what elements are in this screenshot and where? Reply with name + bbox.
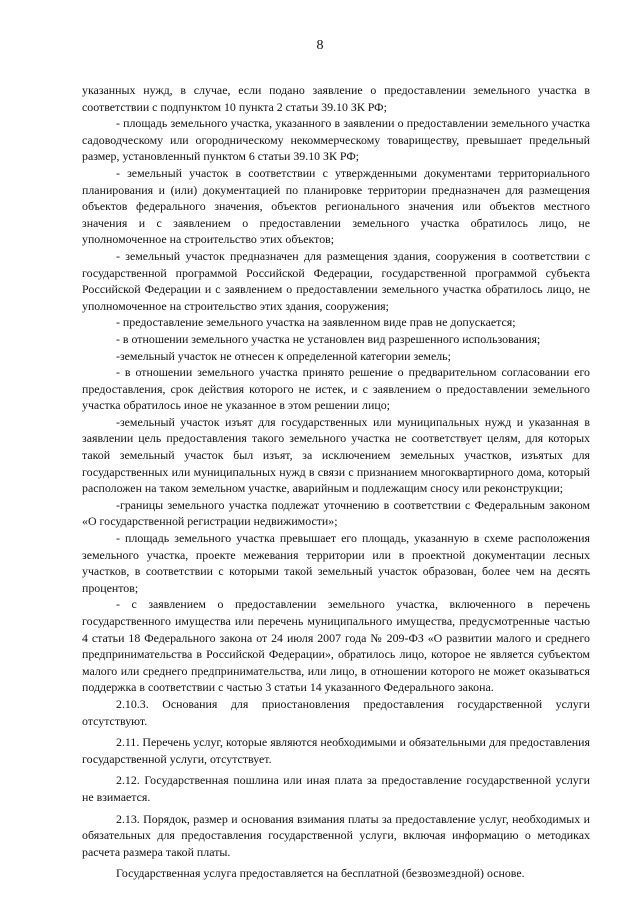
section-2-13: 2.13. Порядок, размер и основания взимания платы за предоставление услуг, необходимых и обязательных для предоставления государственной услуги, включая информацию о методиках расчета размера такой платы. (82, 811, 590, 859)
paragraph-3: - земельный участок в соответствии с утвержденными документами территориального планирования и (или) документацией по планировке территории предназначен для размещения объектов федерального значения, объектов регионального значения или объектов местного значения и с заявлением о предоставлении земельного участка обратилось лицо, не уполномоченное на строительство этих объектов; (82, 165, 590, 247)
paragraph-7: -земельный участок не отнесен к определенной категории земель; (116, 348, 451, 363)
paragraph-1: указанных нужд, в случае, если подано заявление о предоставлении земельного участка в соответствии с подпунктом 10 пункта 2 статьи 39.10 ЗК РФ; (82, 83, 590, 114)
paragraph-11: - площадь земельного участка превышает его площадь, указанную в схеме расположения земельного участка, проекте межевания территории или в проектной документации лесных участков, в соответствии с которыми такой земельный участок образован, более чем на десять процентов; (82, 531, 590, 595)
paragraph-6: - в отношении земельного участка не установлен вид разрешенного использования; (116, 331, 541, 346)
document-body (82, 82, 590, 882)
paragraph-8: - в отношении земельного участка принято решение о предварительном согласовании его предоставления, срок действия которого не истек, и с заявлением о предоставлении земельного участка обратилось иное не указанное в этом решении лицо; (82, 365, 590, 413)
section-2-12: 2.12. Государственная пошлина или иная плата за предоставление государственной услуги не взимается. (82, 773, 590, 804)
free-service-paragraph: Государственная услуга предоставляется на бесплатной (безвозмездной) основе. (116, 866, 525, 881)
section-2-10-3: 2.10.3. Основания для приостановления предоставления государственной услуги отсутствуют. (82, 696, 590, 728)
paragraph-10: -границы земельного участка подлежат уточнению в соответствии с Федеральным законом «О государственной регистрации недвижимости»; (82, 497, 590, 529)
paragraph-4: - земельный участок предназначен для размещения здания, сооружения в соответствии с государственной программой Российской Федерации, государственной программой субъекта Российской Федерации и с заявлением о предоставлении земельного участка обратилось лицо, не уполномоченное на строительство этих здания, сооружения; (82, 248, 590, 313)
paragraph-2: - площадь земельного участка, указанного в заявлении о предоставлении земельного участка садоводческому или огородническому некоммерческому товариществу, превышает предельный размер, установленный пунктом 6 статьи 39.10 ЗК РФ; (82, 116, 590, 164)
paragraph-9: -земельный участок изъят для государственных или муниципальных нужд и указанная в заявлении цель предоставления такого земельного участка не соответствует целям, для которых такой земельный участок был изъят, за исключением земельных участков, изъятых для государственных или муниципальных нужд в связи с признанием многоквартирного дома, который расположен на таком земельном участке, аварийным и подлежащим сносу или реконструкции; (82, 414, 590, 496)
page-number: 8 (316, 38, 324, 53)
paragraph-5: - предоставление земельного участка на заявленном виде прав не допускается; (116, 315, 516, 330)
section-2-11: 2.11. Перечень услуг, которые являются необходимыми и обязательными для предоставления государственной услуги, отсутствует. (82, 735, 590, 766)
paragraph-12: - с заявлением о предоставлении земельного участка, включенного в перечень государственного имущества или перечень муниципального имущества, предусмотренные частью 4 статьи 18 Федерального закона от 24 июля 2007 года № 209-ФЗ «О развитии малого и среднего предпринимательства в Российской Федерации», обратилось лицо, которое не является субъектом малого или среднего предпринимательства, или лицо, в отношении которого не может оказываться поддержка в соответствии с частью 3 статьи 14 указанного Федерального закона. (82, 597, 590, 695)
